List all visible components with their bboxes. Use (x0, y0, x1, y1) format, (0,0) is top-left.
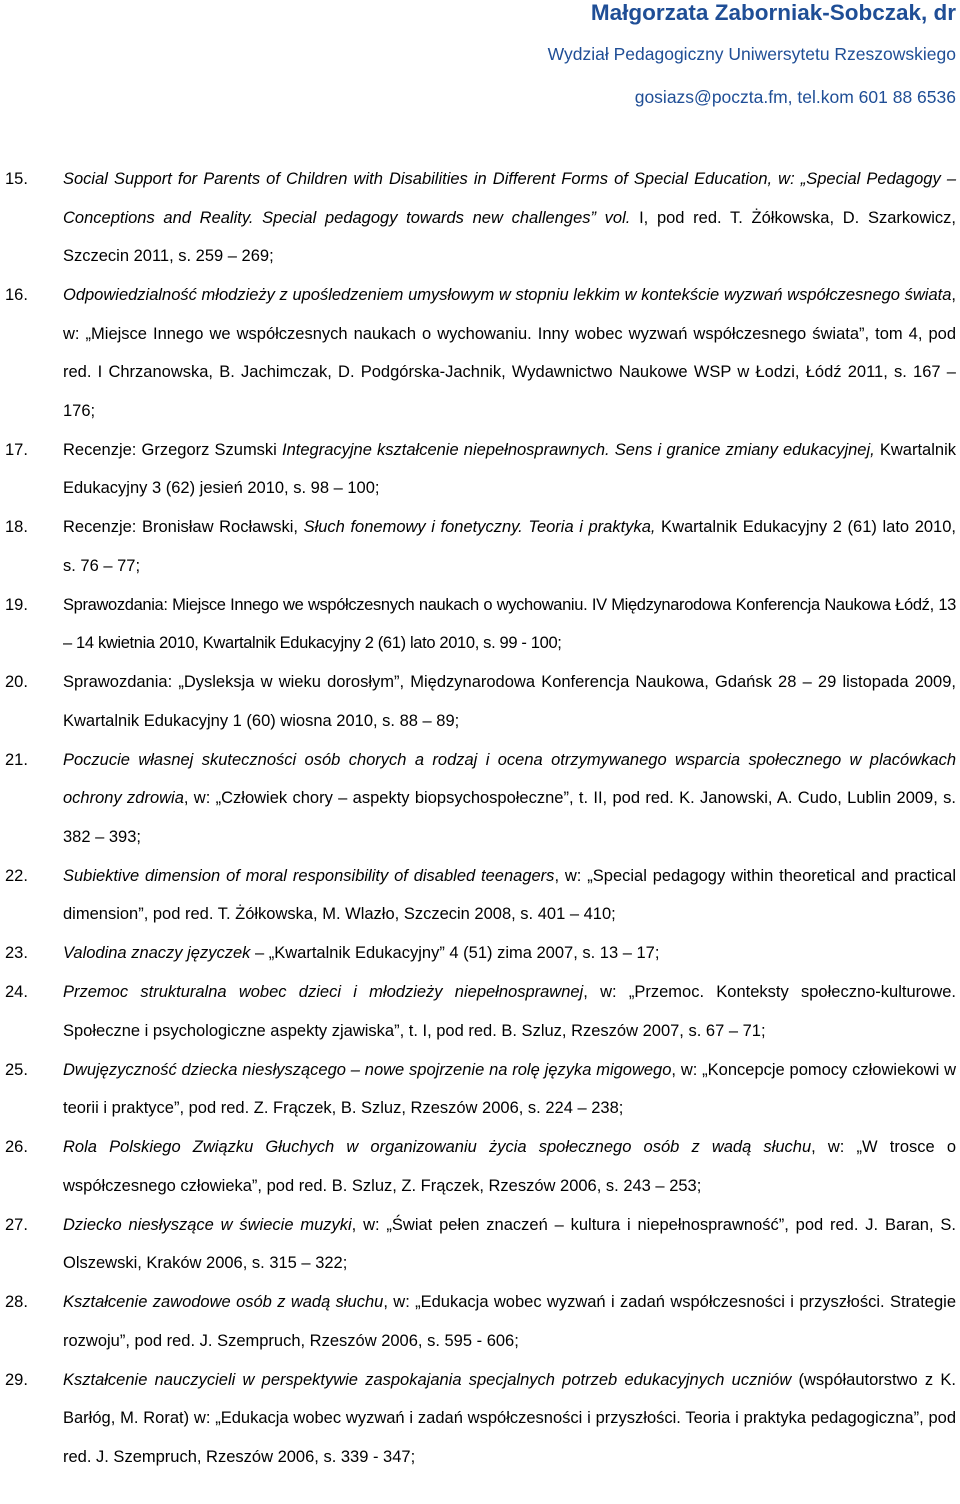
publication-entry (0, 160, 956, 276)
entry-number: 15. (5, 170, 28, 188)
publication-entry (0, 1206, 956, 1283)
entry-title: Rola Polskiego Związku Głuchych w organizowaniu życia społecznego osób z wadą słuchu (63, 1138, 812, 1156)
publication-entry (0, 973, 956, 1050)
entry-details: Sprawozdania: „Dysleksja w wieku dorosłym”, Międzynarodowa Konferencja Naukowa, Gdańsk 28 – 29 listopada 2009, Kwartalnik Edukacyjny 1 (60) wiosna 2010, s. 88 – 89; (63, 673, 956, 730)
author-contact: gosiazs@poczta.fm, tel.kom 601 88 6536 (634, 87, 956, 107)
author-name: Małgorzata Zaborniak-Sobczak, dr (590, 0, 956, 25)
entry-text (63, 1051, 956, 1128)
publication-entry (0, 1128, 956, 1205)
publication-entry (0, 663, 956, 740)
entry-details: Recenzje: Bronisław Rocławski, (63, 518, 304, 536)
publication-list (0, 160, 956, 1477)
entry-number: 17. (5, 440, 28, 459)
publication-entry (0, 857, 956, 934)
publication-entry (0, 1361, 956, 1477)
entry-text (63, 857, 956, 934)
entry-title: Przemoc strukturalna wobec dzieci i młodzieży niepełnosprawnej (63, 983, 584, 1001)
entry-title: Kształcenie zawodowe osób z wadą słuchu (63, 1293, 384, 1311)
entry-title: Dwujęzyczność dziecka niesłyszącego – nowe spojrzenie na rolę języka migowego (63, 1060, 672, 1079)
entry-number: 24. (5, 983, 28, 1001)
entry-number: 16. (5, 286, 28, 304)
publication-entry (0, 276, 956, 430)
entry-text (63, 431, 956, 508)
entry-number: 18. (5, 518, 28, 536)
entry-text (63, 1361, 956, 1477)
entry-number: 28. (5, 1293, 28, 1311)
entry-details: , w: „Special pedagogy within theoretical and practical dimension”, pod red. T. Żółkowska, M. Wlazło, Szczecin 2008, s. 401 – 410; (63, 866, 956, 923)
entry-text (63, 586, 956, 663)
entry-title: Odpowiedzialność młodzieży z upośledzeniem umysłowym w stopniu lekkim w kontekście wyzwań współczesnego świata (63, 286, 952, 304)
entry-title: Dziecko niesłyszące w świecie muzyki (63, 1215, 352, 1234)
entry-details: Recenzje: Grzegorz Szumski (63, 440, 282, 459)
publication-entry (0, 1283, 956, 1360)
entry-title: Social Support for Parents of Children with Disabilities in Different Forms of Special Education, w: „Special Pedagogy – Conceptions and Reality. Special pedagogy towards new challenges” vol. (63, 170, 956, 227)
entry-text (63, 934, 956, 973)
publication-entry (0, 1051, 956, 1128)
entry-number: 22. (5, 866, 28, 885)
publication-entry (0, 508, 956, 585)
entry-text (63, 663, 956, 740)
page-header (196, 0, 956, 108)
entry-details: , w: „Koncepcje pomocy człowiekowi w teorii i praktyce”, pod red. Z. Frączek, B. Szluz, Rzeszów 2006, s. 224 – 238; (63, 1060, 956, 1117)
entry-text (63, 973, 956, 1050)
entry-title: Słuch fonemowy i fonetyczny. Teoria i praktyka, (303, 518, 656, 536)
entry-details: Kwartalnik Edukacyjny 3 (62) jesień 2010, s. 98 – 100; (63, 440, 956, 497)
entry-details: , w: „Człowiek chory – aspekty biopsychospołeczne”, t. II, pod red. K. Janowski, A. Cudo, Lublin 2009, s. 382 – 393; (63, 789, 956, 846)
entry-details: Sprawozdania: Miejsce Innego we współczesnych naukach o wychowaniu. IV Międzynarodowa Konferencja Naukowa Łódź, 13 – 14 kwietnia 2010, Kwartalnik Edukacyjny 2 (61) lato 2010, s. 99 - 100; (63, 595, 956, 652)
entry-text (63, 1128, 956, 1205)
publication-entry (0, 741, 956, 857)
author-department: Wydział Pedagogiczny Uniwersytetu Rzeszowskiego (547, 44, 956, 64)
entry-details: , w: „Edukacja wobec wyzwań i zadań współczesności i przyszłości. Strategie rozwoju”, pod red. J. Szempruch, Rzeszów 2006, s. 595 - 606; (63, 1293, 956, 1350)
entry-text (63, 1206, 956, 1283)
entry-number: 21. (5, 750, 28, 769)
entry-text (63, 741, 956, 857)
entry-title: Integracyjne kształcenie niepełnosprawnych. Sens i granice zmiany edukacyjnej, (282, 440, 875, 459)
entry-details: , w: „Świat pełen znaczeń – kultura i niepełnosprawność”, pod red. J. Baran, S. Olszewski, Kraków 2006, s. 315 – 322; (63, 1215, 956, 1272)
entry-details: I, pod red. T. Żółkowska, D. Szarkowicz, Szczecin 2011, s. 259 – 269; (63, 208, 956, 265)
publication-entry (0, 431, 956, 508)
entry-details: , w: „Miejsce Innego we współczesnych naukach o wychowaniu. Inny wobec wyzwań współczesnego świata”, tom 4, pod red. I Chrzanowska, B. Jachimczak, D. Podgórska-Jachnik, Wydawnictwo Naukowe WSP w Łodzi, Łódź 2011, s. 167 – 176; (63, 286, 956, 420)
entry-details: – „Kwartalnik Edukacyjny” 4 (51) zima 2007, s. 13 – 17; (250, 944, 660, 962)
entry-text (63, 508, 956, 585)
entry-number: 27. (5, 1215, 28, 1234)
entry-text (63, 1283, 956, 1360)
entry-number: 25. (5, 1060, 28, 1079)
entry-number: 29. (5, 1370, 28, 1389)
publication-entry (0, 934, 956, 973)
publication-entry (0, 586, 956, 663)
entry-text (63, 276, 956, 430)
entry-title: Poczucie własnej skuteczności osób chorych a rodzaj i ocena otrzymywanego wsparcia społecznego w placówkach ochrony zdrowia (63, 750, 956, 807)
entry-title: Valodina znaczy języczek (63, 944, 251, 962)
entry-number: 23. (5, 944, 28, 962)
entry-text (63, 160, 956, 276)
entry-number: 20. (5, 673, 28, 691)
entry-details: , w: „Przemoc. Konteksty społeczno-kulturowe. Społeczne i psychologiczne aspekty zjawiska”, t. I, pod red. B. Szluz, Rzeszów 2007, s. 67 – 71; (63, 983, 957, 1040)
entry-title: Subiektive dimension of moral responsibility of disabled teenagers (63, 866, 555, 885)
entry-title: Kształcenie nauczycieli w perspektywie zaspokajania specjalnych potrzeb edukacyjnych uczniów (63, 1370, 792, 1389)
entry-details: Kwartalnik Edukacyjny 2 (61) lato 2010, s. 76 – 77; (63, 518, 956, 575)
entry-number: 26. (5, 1138, 28, 1156)
entry-number: 19. (5, 595, 28, 614)
entry-details: , w: „W trosce o współczesnego człowieka”, pod red. B. Szluz, Z. Frączek, Rzeszów 2006, s. 243 – 253; (63, 1138, 956, 1195)
entry-details: (współautorstwo z K. Barłóg, M. Rorat) w: „Edukacja wobec wyzwań i zadań współczesności i przyszłości. Teoria i praktyka pedagogiczna”, pod red. J. Szempruch, Rzeszów 2006, s. 339 - 347; (63, 1370, 956, 1466)
